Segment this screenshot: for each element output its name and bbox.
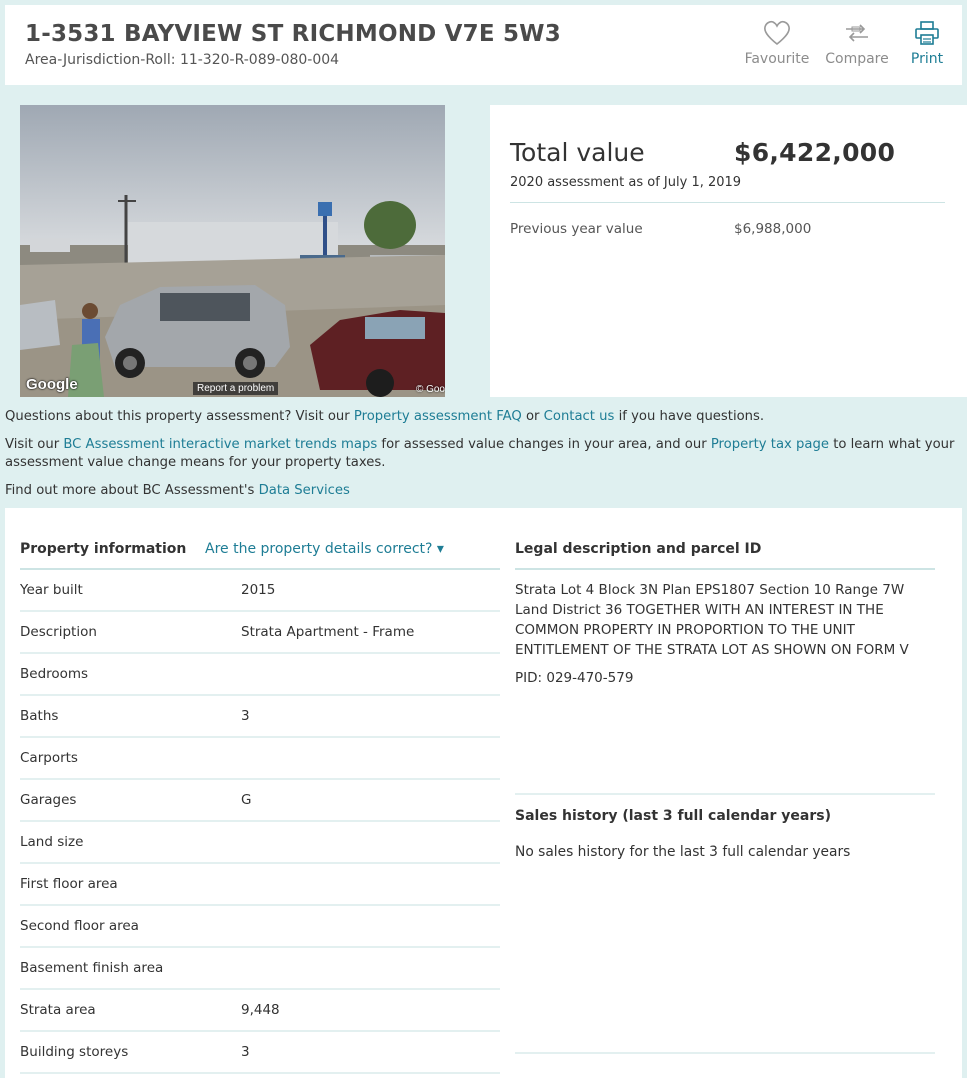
row-value: 3 xyxy=(241,1044,250,1060)
street-view-image[interactable] xyxy=(20,105,445,397)
note-text: if you have questions. xyxy=(614,409,765,424)
row-label: Strata area xyxy=(20,1002,96,1018)
favourite-button[interactable] xyxy=(742,19,812,67)
note-text: to learn what your assessment value change means for your property taxes. xyxy=(5,437,955,470)
table-row xyxy=(20,696,500,738)
market-trends-note xyxy=(5,436,962,472)
table-row xyxy=(20,990,500,1032)
contact-us-link[interactable]: Contact us xyxy=(543,409,615,424)
table-row xyxy=(20,738,500,780)
table-row xyxy=(20,654,500,696)
row-label: First floor area xyxy=(20,876,118,892)
row-value: 2015 xyxy=(241,582,276,598)
total-value-label: Total value xyxy=(510,138,645,167)
property-info-table xyxy=(20,532,500,1074)
row-label: Building storeys xyxy=(20,1044,129,1060)
faq-link[interactable]: Property assessment FAQ xyxy=(353,409,522,424)
note-text: or xyxy=(521,409,544,424)
page-title: 1-3531 BAYVIEW ST RICHMOND V7E 5W3 xyxy=(25,21,561,47)
previous-value-amount: $6,988,000 xyxy=(734,221,812,237)
header-actions xyxy=(742,19,952,67)
map-copyright: © Goo xyxy=(415,384,445,395)
favourite-label: Favourite xyxy=(744,51,810,67)
property-details xyxy=(5,508,962,1078)
legal-text: Strata Lot 4 Block 3N Plan EPS1807 Section 10 Range 7W Land District 36 TOGETHER WITH AN INTEREST IN THE COMMON PROPERTY IN PROPORTION TO THE UNIT ENTITLEMENT OF THE STRATA LOT AS SHOWN ON FORM V xyxy=(515,582,909,658)
data-services-link[interactable]: Data Services xyxy=(258,483,350,498)
google-logo: Google xyxy=(26,376,78,393)
data-services-note xyxy=(5,482,962,500)
divider xyxy=(510,202,945,203)
property-info-header xyxy=(20,532,500,570)
row-label: Carports xyxy=(20,750,78,766)
note-text: Find out more about BC Assessment's xyxy=(5,483,259,498)
row-label: Garages xyxy=(20,792,77,808)
row-label: Year built xyxy=(20,582,83,598)
market-trends-link[interactable]: BC Assessment interactive market trends maps xyxy=(63,437,378,452)
sales-history-heading: Sales history (last 3 full calendar years) xyxy=(515,808,831,824)
row-label: Second floor area xyxy=(20,918,139,934)
row-label: Land size xyxy=(20,834,84,850)
print-button[interactable] xyxy=(902,19,952,67)
row-label: Basement finish area xyxy=(20,960,164,976)
table-row xyxy=(20,780,500,822)
table-row xyxy=(20,570,500,612)
printer-icon xyxy=(914,19,940,47)
row-value: 3 xyxy=(241,708,250,724)
parcel-id: PID: 029-470-579 xyxy=(515,670,634,686)
report-problem-link[interactable]: Report a problem xyxy=(193,382,278,395)
compare-icon xyxy=(843,19,871,47)
row-label: Baths xyxy=(20,708,59,724)
heart-icon xyxy=(763,19,791,47)
property-tax-link[interactable]: Property tax page xyxy=(710,437,829,452)
legal-heading: Legal description and parcel ID xyxy=(515,532,935,570)
previous-value-label: Previous year value xyxy=(510,221,643,237)
table-row xyxy=(20,1032,500,1074)
total-value-amount: $6,422,000 xyxy=(734,138,896,167)
faq-note xyxy=(5,408,962,426)
table-row xyxy=(20,612,500,654)
note-text: Questions about this property assessment? Visit our xyxy=(5,409,354,424)
details-correct-label: Are the property details correct? xyxy=(205,541,433,557)
note-text: Visit our xyxy=(5,437,64,452)
compare-button[interactable] xyxy=(822,19,892,67)
valuation-panel xyxy=(490,105,967,397)
legal-description xyxy=(515,532,935,686)
table-row xyxy=(20,864,500,906)
assessment-date: 2020 assessment as of July 1, 2019 xyxy=(510,175,742,190)
print-label: Print xyxy=(910,51,944,67)
divider xyxy=(515,793,935,795)
row-value: 9,448 xyxy=(241,1002,280,1018)
info-notes xyxy=(5,408,962,510)
table-row xyxy=(20,906,500,948)
table-row xyxy=(20,948,500,990)
note-text: for assessed value changes in your area, and our xyxy=(377,437,711,452)
row-label: Description xyxy=(20,624,97,640)
divider xyxy=(515,1052,935,1054)
roll-number: Area-Jurisdiction-Roll: 11-320-R-089-080-004 xyxy=(25,52,340,68)
sales-history-text: No sales history for the last 3 full calendar years xyxy=(515,844,851,860)
caret-down-icon: ▾ xyxy=(436,541,444,557)
property-header xyxy=(5,5,962,85)
row-label: Bedrooms xyxy=(20,666,89,682)
compare-label: Compare xyxy=(825,51,889,67)
row-value: G xyxy=(241,792,252,808)
property-info-heading: Property information xyxy=(20,541,187,557)
row-value: Strata Apartment - Frame xyxy=(241,624,415,640)
details-correct-dropdown[interactable] xyxy=(205,532,444,557)
table-row xyxy=(20,822,500,864)
